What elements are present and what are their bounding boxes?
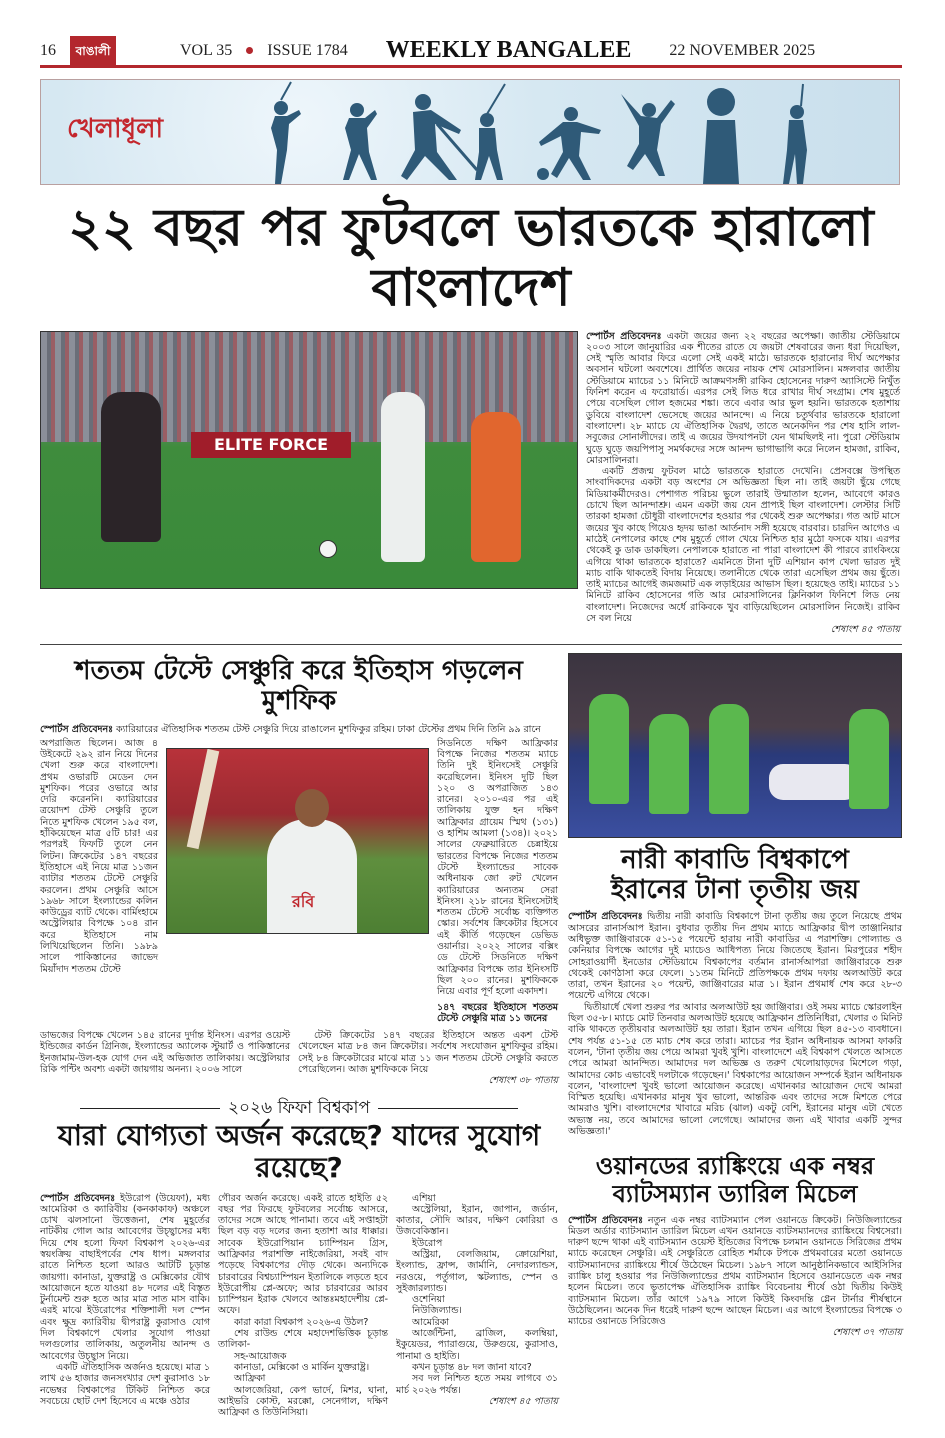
paragraph: দ্বিতীয় নারী কাবাডি বিশ্বকাপে টানা তৃতীয় জয় তুলে নিয়েছে প্রথম আসরের রানার্সআপ ইরান। বুধবার তৃতীয় দিন প্রথম ম্যাচে আফ্রিকার দ্বীপ তাঞ্জানিয়ার অধিভুক্ত জাঞ্জিবারকে ৫১-১৫ পয়েন্টে হারায় নারী কাবাডির এ পরাশক্তি। পোল্যান্ড ও কেনিয়ার বিপক্ষে আগের দুই ম্যাচেও আধিপত্য নিয়ে জিতেছে ইরান। মিরপুরের শহীদ সোহরাওয়ার্দী ইনডোর স্টেডিয়ামে বিশ্বকাপের বর্তমান রানার্সআপরা জাঞ্জিবারকে শুরু থেকেই কোণঠাসা করে ফেলে। ১১তম মিনিটে প্রতিপক্ষকে প্রথম দফায় অলআউট করে তারা, তখন ইরানের ২০ পয়েন্ট, জাঞ্জিবারের মাত্র ১। ইরান প্রথমার্ধ শেষ করে ২৮-৩ পয়েন্টে এগিয়ে থেকে। xyxy=(568,911,903,1002)
player-figure xyxy=(649,714,689,814)
group-name: এশিয়া xyxy=(412,1192,436,1204)
jump-line: শেষাংশ ৪৫ পাতায় xyxy=(830,624,900,636)
bangladesh-player-figure xyxy=(381,392,425,562)
lead-headline: ২২ বছর পর ফুটবলে ভারতকে হারালো বাংলাদেশ xyxy=(68,198,874,318)
player-head xyxy=(295,789,329,827)
bullet-dot-icon xyxy=(246,47,253,54)
mushfiq-right-stack xyxy=(437,738,558,1024)
group-name: ইউরোপ xyxy=(412,1237,443,1249)
fifa-kicker-row xyxy=(80,1099,518,1119)
jump-line: শেষাংশ ৩৮ পাতায় xyxy=(488,1075,558,1087)
group-name: আমেরিকা xyxy=(412,1316,450,1328)
masthead-title: WEEKLY BANGALEE xyxy=(385,37,632,63)
mushfiq-bottom xyxy=(40,1030,558,1086)
byline: স্পোর্টস প্রতিবেদনঃ xyxy=(568,911,643,923)
paragraph: গৌরব অর্জন করেছে। একই রাতে হাইতি ৫২ বছর পর ফিরছে ফুটবলের সর্বোচ্চ আসরে, তাদের সঙ্গে আছে পানামা। তবে এই সপ্তাহটা ছিল বড় বড় দলের জন্য হতাশা আর ধাক্কার। সাবেক ইউরোপিয়ান চ্যাম্পিয়ন গ্রিস, আফ্রিকার পরাশক্তি নাইজেরিয়া, সবই বাদ পড়েছে বিশ্বকাপের দৌড় থেকে। অন্যদিকে চারবারের বিশ্বচ্যাম্পিয়ন ইতালিকে লড়তে হবে ইউরোপীয় প্লে-অফে; আর চারবারের আরব চ্যাম্পিয়ন ইরাক খেলবে আন্তঃমহাদেশীয় প্লে-অফে। xyxy=(218,1192,388,1317)
left-column xyxy=(40,653,558,1419)
mushfiq-bottom-right xyxy=(298,1030,558,1086)
subhead: কারা কারা বিশ্বকাপ ২০২৬-এ উঠল? xyxy=(234,1316,369,1328)
group-name: আফ্রিকা xyxy=(234,1373,266,1385)
sports-silhouettes-icon xyxy=(241,80,898,185)
byline: স্পোর্টস প্রতিবেদনঃ xyxy=(586,330,662,342)
paragraph: ক্যারিয়ারের ঐতিহাসিক শততম টেস্ট সেঞ্চুরি দিয়ে রাঙালেন মুশফিকুর রহিম। ঢাকা টেস্টের প্রথম দিনি তিনি ৯৯ রানে xyxy=(116,724,541,736)
kicker-rule xyxy=(80,1108,220,1109)
byline: স্পোর্টস প্রতিবেদনঃ xyxy=(568,1214,643,1226)
paragraph: সব দল নিশ্চিত হতে সময় লাগবে ৩১ মার্চ ২০২৬ পর্যন্ত। xyxy=(396,1373,558,1396)
football-match-photo xyxy=(40,331,578,589)
paragraph: ইউরোপ (উয়েফা), মধ্য আমেরিকা ও ক্যারিবীয় (কনকাকাফ) অঞ্চলে চোখ ঝলসানো উত্তেজনা, শেষ মুহূর্তের নাটকীয় গোল আর আবেগের উচ্ছ্বাসের মধ্য দিয়ে শেষ হলো ফিফা বিশ্বকাপ ২০২৬-এর স্বয়ংক্রিয় বাছাইপর্বের শেষ ধাপ। মঙ্গলবার রাতে নিশ্চিত হলো আরও আটটি চূড়ান্ত জায়গা। কানাডা, যুক্তরাষ্ট্র ও মেক্সিকোর যৌথ আয়োজনে হতে যাওয়া ৪৮ দলের এই বিস্তৃত টুর্নামেন্ট শুরু হতে আর মাত্র সাত মাস বাকি। এরই মাঝে ইউরোপের শক্তিশালী দল স্পেন এবং ক্ষুদ্র ক্যারিবীয় দ্বীপরাষ্ট্র কুরাসাও যোগ দিল বিশ্বকাপে খেলার সুযোগ পাওয়া দলগুলোর তালিকায়, অতুলনীয় আনন্দ ও আবেগের উচ্ছ্বাস নিয়ে। xyxy=(40,1192,211,1362)
kabaddi-photo xyxy=(568,653,902,838)
logo-text: বাঙালী xyxy=(75,43,111,58)
lead-story xyxy=(40,331,902,636)
fifa-column-2 xyxy=(218,1193,388,1419)
fifa-column-3 xyxy=(396,1193,558,1419)
lead-story-body xyxy=(586,331,900,636)
group-teams: নিউজিল্যান্ড। xyxy=(412,1305,462,1317)
kabaddi-story-body xyxy=(568,911,902,1137)
jersey-sponsor: রবি xyxy=(292,891,315,911)
mushfiq-bottom-left: ডাভজের বিপক্ষে খেলেন ১৪৫ রানের দুর্দান্ত ইনিংস। এরপর ওয়েস্ট ইন্ডিজের কার্ডন গ্রিনিজ, ইংল্যান্ডের অ্যালেক স্টুয়ার্ট ও পাকিস্তানের ইনজামাম-উল-হক যোগ দেন এই অভিজাত তালিকায়। অস্ট্রেলিয়ার রিকি পন্টিং অবশ্য একটা জায়গায় অনন্য। ২০০৬ সালে xyxy=(40,1030,290,1075)
group-teams: কানাডা, মেক্সিকো ও মার্কিন যুক্তরাষ্ট্র। xyxy=(234,1361,370,1373)
mushfiq-subhead: ১৪৭ বছরের ইতিহাসে শততম টেস্টে সেঞ্চুরি মাত্র ১১ জনের xyxy=(437,1001,558,1024)
mushfiq-intro xyxy=(40,724,558,735)
paragraph: টেস্ট ক্রিকেটের ১৪৭ বছরের ইতিহাসে অন্তত একশ টেস্ট খেলেছেন মাত্র ৮৪ জন ক্রিকেটার। সর্বশেষ সংযোজন মুশফিকুর রহিম। সেই ৮৪ ক্রিকেটারের মাঝে মাত্র ১১ জন শততম টেস্টে সেঞ্চুরি করতে পেরেছিলেন। আজ মুশফিককে নিয়ে xyxy=(298,1030,558,1075)
mushfiq-columns xyxy=(40,738,558,1024)
mushfiq-photo xyxy=(166,748,429,934)
group-name: ওশেনিয়া xyxy=(412,1294,445,1306)
ad-board: ELITE FORCE xyxy=(191,432,351,458)
paragraph: দ্বিতীয়ার্ধে খেলা শুরুর পর আবার অলআউট হয় জাঞ্জিবার। ওই সময় ম্যাচে স্কোরলাইন ছিল ৩৫-৮। ম্যাচে মোট তিনবার অলআউট হয়েছে আফ্রিকান প্রতিনিধিরা, খেলার ৩ মিনিট বাকি থাকতে তৃতীয়বার অলআউট হয় তারা। ইরান তখন এগিয়ে ছিল ৪৫-১৩ ব্যবধানে। শেষ পর্যন্ত ৫১-১৫ তে ম্যাচ শেষ করে তারা। ম্যাচের পর ইরান অধিনায়ক আসমা ফাকরি বলেন, 'টানা তৃতীয় জয় পেয়ে আমরা খুবই খুশি। বাংলাদেশে এই বিশ্বকাপ খেলতে আসতে পেরে আমরা আনন্দিত। আমাদের দল অভিজ্ঞ ও তরুণ খেলোয়াড়দের মিশেলে গড়া, আমাদের কোচ এভাবেই দলটাকে গড়েছেন।' বিশ্বকাপের আয়োজন সম্পর্কে ইরান অধিনায়ক বলেন, 'বাংলাদেশ খুবই ভালো আয়োজন করেছে। এখানকার আয়োজন দেখে আমরা বিস্মিত হয়েছি। এখানকার মানুষ খুব ভালো, আন্তরিক এবং তাদের সঙ্গে মিশতে পেরে আমরাও খুশি। বাংলাদেশের খাবারে মরিচ (ঝাল) একটু বেশি, ইরানের মানুষ এটা খেতে অভ্যস্ত নয়, তবে আমাদের ভালো লেগেছে। আমাদের জন্য এই খাবার একটি সুন্দর অভিজ্ঞতা।' xyxy=(568,1001,902,1138)
kabaddi-headline-line2: ইরানের টানা তৃতীয় জয় xyxy=(611,874,859,905)
mitchell-headline-line1: ওয়ানডের র‍্যাঙ্কিংয়ে এক নম্বর xyxy=(595,1152,875,1181)
paragraph: একটা জয়ের জন্য ২২ বছরের অপেক্ষা। জাতীয় স্টেডিয়ামে ২০০৩ সালে জানুয়ারির এক শীতের রাতে যে জয়টা শেষবারের জন্য ধরা দিয়েছিল, সেই স্মৃতি আবার ফিরে এলো সেই একই মাঠে। ভারতকে হারানোর দীর্ঘ অপেক্ষার অবসান ঘটলো অবশেষে। প্রার্থিত জয়ের নায়ক শেখ মোরসালিন। মঙ্গলবার জাতীয় স্টেডিয়ামে ম্যাচের ১১ মিনিটে আক্রমণসঙ্গী রাকিব হোসেনের দারুণ অ্যাসিস্টে নিখুঁত ফিনিশ করেন এ ফরোয়ার্ড। এরপর সেই লিড ধরে রাখার দীর্ঘ সংগ্রাম। শেষ মুহূর্তে পেয়ে বসেছিল গোল হজমের শঙ্কা। তবে এবার আর ভুল হয়নি। ভারতকে হতাশায় ডুবিয়ে বাংলাদেশ ভেসেছে জয়ের আনন্দে। এ নিয়ে চতুর্থবার ভারতকে হারালো বাংলাদেশ। ২৮ ম্যাচে যে ঐতিহাসিক দ্বৈরথ, তাতে অনেকদিন পর শেষ হাসি লাল-সবুজের সোনালীদের। তাই এ জয়ের উদযাপনটা যেন থামছিলই না। পুরো স্টেডিয়াম ঘুড়ে ঘুড়ে জয়পিপাসু সমর্থকদের সঙ্গে আনন্দ ভাগাভাগি করে নিলেন হামজা, রাকিব, মোরসালিনরা। xyxy=(586,330,900,466)
player-figure xyxy=(849,709,889,809)
player-figure xyxy=(589,694,629,804)
player-figure xyxy=(267,819,357,934)
byline: স্পোর্টস প্রতিবেদনঃ xyxy=(40,1192,116,1204)
goalkeeper-figure xyxy=(101,392,161,542)
raider-figure xyxy=(769,764,859,800)
paragraph: শেষ রাউন্ড শেষে মহাদেশভিত্তিক চূড়ান্ত তালিকা- xyxy=(218,1328,388,1351)
group-teams: আলজেরিয়া, কেপ ভার্দে, মিশর, ঘানা, আইভরি কোস্ট, মরক্কো, সেনেগাল, দক্ষিণ আফ্রিকা ও তিউনিসিয়া। xyxy=(218,1384,388,1419)
paragraph: একটি প্রজন্ম ফুটবল মাঠে ভারতকে হারাতে দেখেনি। প্রেসবক্সে উপস্থিত সাংবাদিকদের একটা বড় অংশের সে অভিজ্ঞতা ছিল না। তাই জয়টা ছুঁয়ে গেছে মিডিয়াকর্মীদেরও। পেশাগত পরিচয় ভুলে তারাই উন্মাতাল হলেন, আবেগে কারও চোখে ছিল আনন্দাশ্রু। এমন একটা জয় যেন প্রাপ্যই ছিল বাংলাদেশ। লেস্টার সিটি তারকা হামজা চৌধুরী বাংলাদেশের হওয়ার পর থেকেই শুরু অপেক্ষার। গত আট মাসে জয়ের খুব কাছে গিয়েও হৃদয় ভাঙা আর্তনাদ সঙ্গী হয়েছে বারবার। চারদিন আগেও এ মাঠেই নেপালের কাছে শেষ মুহূর্তে গোল খেয়ে নিশ্চিত হার মুঠো ফসকে যায়। এরপর থেকেই কু ডাক ডাকছিল। নেপালকে হারাতে না পারা বাংলাদেশ কী পারবে র‍্যাংকিংয়ে এগিয়ে থাকা ভারতকে হারাতে? এমনিতে টানা দুটি এশিয়ান কাপ খেলা ভারত দুই ম্যাচ বাকি থাকতেই বিদায় নিয়েছে। তলানীতে থেকে তারা এসেছিল প্রথম জয় ছুঁতে। তাই ম্যাচের আগেই জমজমাট এক লড়াইয়ের আভাস ছিল। হয়েছেও তাই। ম্যাচের ১১ মিনিটে রাকিব হোসেনের গতি আর মোরসালিনের ক্লিনিকাল ফিনিশে লিড নেয় বাংলাদেশ। নিজেদের অর্ধে রাকিবকে খুব বাড়িয়েছিলেন মোরসালিন নিজেই। রাকিব সে বল নিয়ে xyxy=(586,466,900,625)
jump-line: শেষাংশ ৩৭ পাতায় xyxy=(832,1327,902,1339)
mitchell-story-body xyxy=(568,1215,902,1339)
masthead xyxy=(40,38,902,68)
fifa-columns xyxy=(40,1193,558,1419)
jump-line: শেষাংশ ৪৫ পাতায় xyxy=(488,1395,558,1407)
cricket-bat-icon xyxy=(187,749,220,849)
right-column xyxy=(568,653,902,1419)
newspaper-logo xyxy=(70,36,116,66)
group-name: সহ-আয়োজক xyxy=(234,1350,287,1362)
fifa-column-1 xyxy=(40,1193,210,1419)
mitchell-headline-line2: ব্যাটসম্যান ড্যারিল মিচেল xyxy=(612,1179,858,1208)
kicker-rule xyxy=(378,1108,518,1109)
fifa-headline: যারা যোগ্যতা অর্জন করেছে? যাদের সুযোগ রয়েছে? xyxy=(57,1119,541,1185)
group-teams: অস্ট্রেলিয়া, ইরান, জাপান, জর্ডান, কাতার, সৌদি আরব, দক্ষিণ কোরিয়া ও উজবেকিস্তান। xyxy=(396,1203,558,1238)
mushfiq-right-column: সিডনিতে দক্ষিণ আফ্রিকার বিপক্ষে নিজের শততম ম্যাচে তিনি দুই ইনিংসেই সেঞ্চুরি করেছিলেন। ইনিংস দুটি ছিল ১২০ ও অপরাজিত ১৪৩ রানের। ২০১০-এর পর এই তালিকায় যুক্ত হন দক্ষিণ আফ্রিকার গ্রায়েম স্মিথ (১৩১) ও হাশিম আমলা (১৩৪)। ২০২১ সালের ফেব্রুয়ারিতে চেন্নাইয়ে ভারতের বিপক্ষে নিজের শততম টেস্টে ইংল্যান্ডের সাবেক অধিনায়ক জো রুট খেলেন ক্যারিয়ারের অন্যতম সেরা ইনিংস। ২১৮ রানের ইনিংসেটাই শততম টেস্টে সর্বোচ্চ ব্যক্তিগত স্কোর। সর্বশেষ ক্রিকেটার হিসেবে এই কীর্তি গড়েছেন ডেভিড ওয়ার্নার। ২০২২ সালের বক্সিং ডে টেস্টে সিডনিতে দক্ষিণ আফ্রিকার বিপক্ষে তার ইনিংসটি ছিল ২০০ রানের। মুশফিককে নিয়ে এবার পূর্ণ হলো একাদশ। xyxy=(437,737,558,998)
lower-section xyxy=(40,653,902,1419)
group-teams: অস্ট্রিয়া, বেলজিয়াম, ক্রোয়েশিয়া, ইংল্যান্ড, ফ্রান্স, জার্মানি, নেদারল্যান্ডস, নরওয়ে, পর্তুগাল, স্কটল্যান্ড, স্পেন ও সুইজারল্যান্ড। xyxy=(396,1249,558,1294)
subhead: কখন চূড়ান্ত ৪৮ দল জানা যাবে? xyxy=(412,1361,532,1373)
issue-label: ISSUE 1784 xyxy=(267,41,348,59)
section-label: খেলাধূলা xyxy=(67,114,164,144)
volume-label: VOL 35 xyxy=(180,41,233,59)
section-banner xyxy=(40,79,900,185)
player-figure xyxy=(709,704,749,814)
group-teams: আর্জেন্টিনা, ব্রাজিল, কলম্বিয়া, ইকুয়েডর, প্যারাগুয়ে, উরুগুয়ে, কুরাসাও, পানামা ও হাইতি। xyxy=(396,1328,558,1362)
fifa-kicker: ২০২৬ ফিফা বিশ্বকাপ xyxy=(227,1097,371,1118)
paragraph: নতুন এক নম্বর ব্যাটসম্যান পেল ওয়ানডে ক্রিকেট। নিউজিল্যান্ডের মিডল অর্ডার ব্যাটসম্যান ড্যারিল মিচেল এখন ওয়ানডে ব্যাটসম্যানদের র‍্যাঙ্কিংয়ে বিশ্বসেরা। দারুণ ছন্দে থাকা এই ব্যাটসম্যান ওয়েস্ট ইন্ডিজের বিপক্ষে চলমান ওয়ানডে সিরিজের প্রথম ম্যাচে করেছেন সেঞ্চুরি। এই সেঞ্চুরিতে রোহিত শর্মাকে টপকে প্রথমবারের মতো ওয়ানডে ব্যাটসম্যানদের র‍্যাঙ্কিংয়ে শীর্ষে উঠেছেন মিচেল। ১৯৮৭ সালে আনুষ্ঠানিকভাবে আইসিসির র‍্যাঙ্কিং চালু হওয়ার পর নিউজিল্যান্ডের প্রথম ব্যাটসম্যান হিসেবে ওয়ানডেতে এক নম্বর হলেন মিচেল। তবে ভূতাপেক্ষ ঐতিহাসিক র‍্যাঙ্কিং বিবেচনায় শীর্ষে ওঠা দ্বিতীয় কিউই ব্যাটসম্যান মিচেল। তাঁর আগে ১৯৭৯ সালে কিউই কিংবদন্তি গ্লেন টার্নার শীর্ষস্থানে উঠেছিলেন। অনেক দিন ধরেই দারুণ ছন্দে আছেন মিচেল। এর আগে ইংল্যান্ডের বিপক্ষে ৩ ম্যাচের ওয়ানডে সিরিজেও xyxy=(568,1214,903,1328)
kabaddi-headline-line1: নারী কাবাডি বিশ্বকাপে xyxy=(621,844,849,875)
issue-date: 22 NOVEMBER 2025 xyxy=(669,41,816,59)
byline: স্পোর্টস প্রতিবেদনঃ xyxy=(40,724,114,736)
mushfiq-headline: শততম টেস্টে সেঞ্চুরি করে ইতিহাস গড়লেন মুশফিক xyxy=(75,655,523,716)
page-number: 16 xyxy=(40,41,56,59)
football-icon xyxy=(319,540,337,558)
paragraph: একটি ঐতিহাসিক অর্জনও হয়েছে। মাত্র ১ লাখ ৫৬ হাজার জনসংখ্যার দেশ কুরাসাও ১৮ নভেম্বর বিশ্বকাপের টিকিট নিশ্চিত করে সবচেয়ে ছোট দেশ হিসেবে এ মঞ্চে ওঠার xyxy=(40,1361,210,1407)
divider xyxy=(40,644,902,645)
india-player-figure xyxy=(471,412,521,562)
mushfiq-left-column: অপরাজিত ছিলেন। আজ ৪ উইকেটে ২৯২ রান নিয়ে দিনের খেলা শুরু করে বাংলাদেশ। প্রথম ওভারটি মেডেন দেন মুশফিক। পরের ওভারে আর দেরি করেননি। ক্যারিয়ারের ত্রয়োদশ টেস্ট সেঞ্চুরি তুলে নিতে মুশফিক খেলেন ১৯৫ বল, হাঁকিয়েছেন মাত্র ৫টি চার! এর পরপরই ফিফটি তুলে নেন লিটন। ক্রিকেটের ১৪৭ বছরের ইতিহাসে এই নিয়ে মাত্র ১১জন ব্যাটার শততম টেস্টে সেঞ্চুরি করলেন। প্রথম সেঞ্চুরি আসে ১৯৬৮ সালে ইংল্যান্ডের কলিন কাউড্রের ব্যাট থেকে। বার্মিংহামে অস্ট্রেলিয়ার বিপক্ষে ১০৪ রান করে ইতিহাসে নাম লিখিয়েছিলেন তিনি। ১৯৮৯ সালে পাকিস্তানের জাভেদ মিয়াঁদাদ শততম টেস্টে xyxy=(40,737,158,975)
